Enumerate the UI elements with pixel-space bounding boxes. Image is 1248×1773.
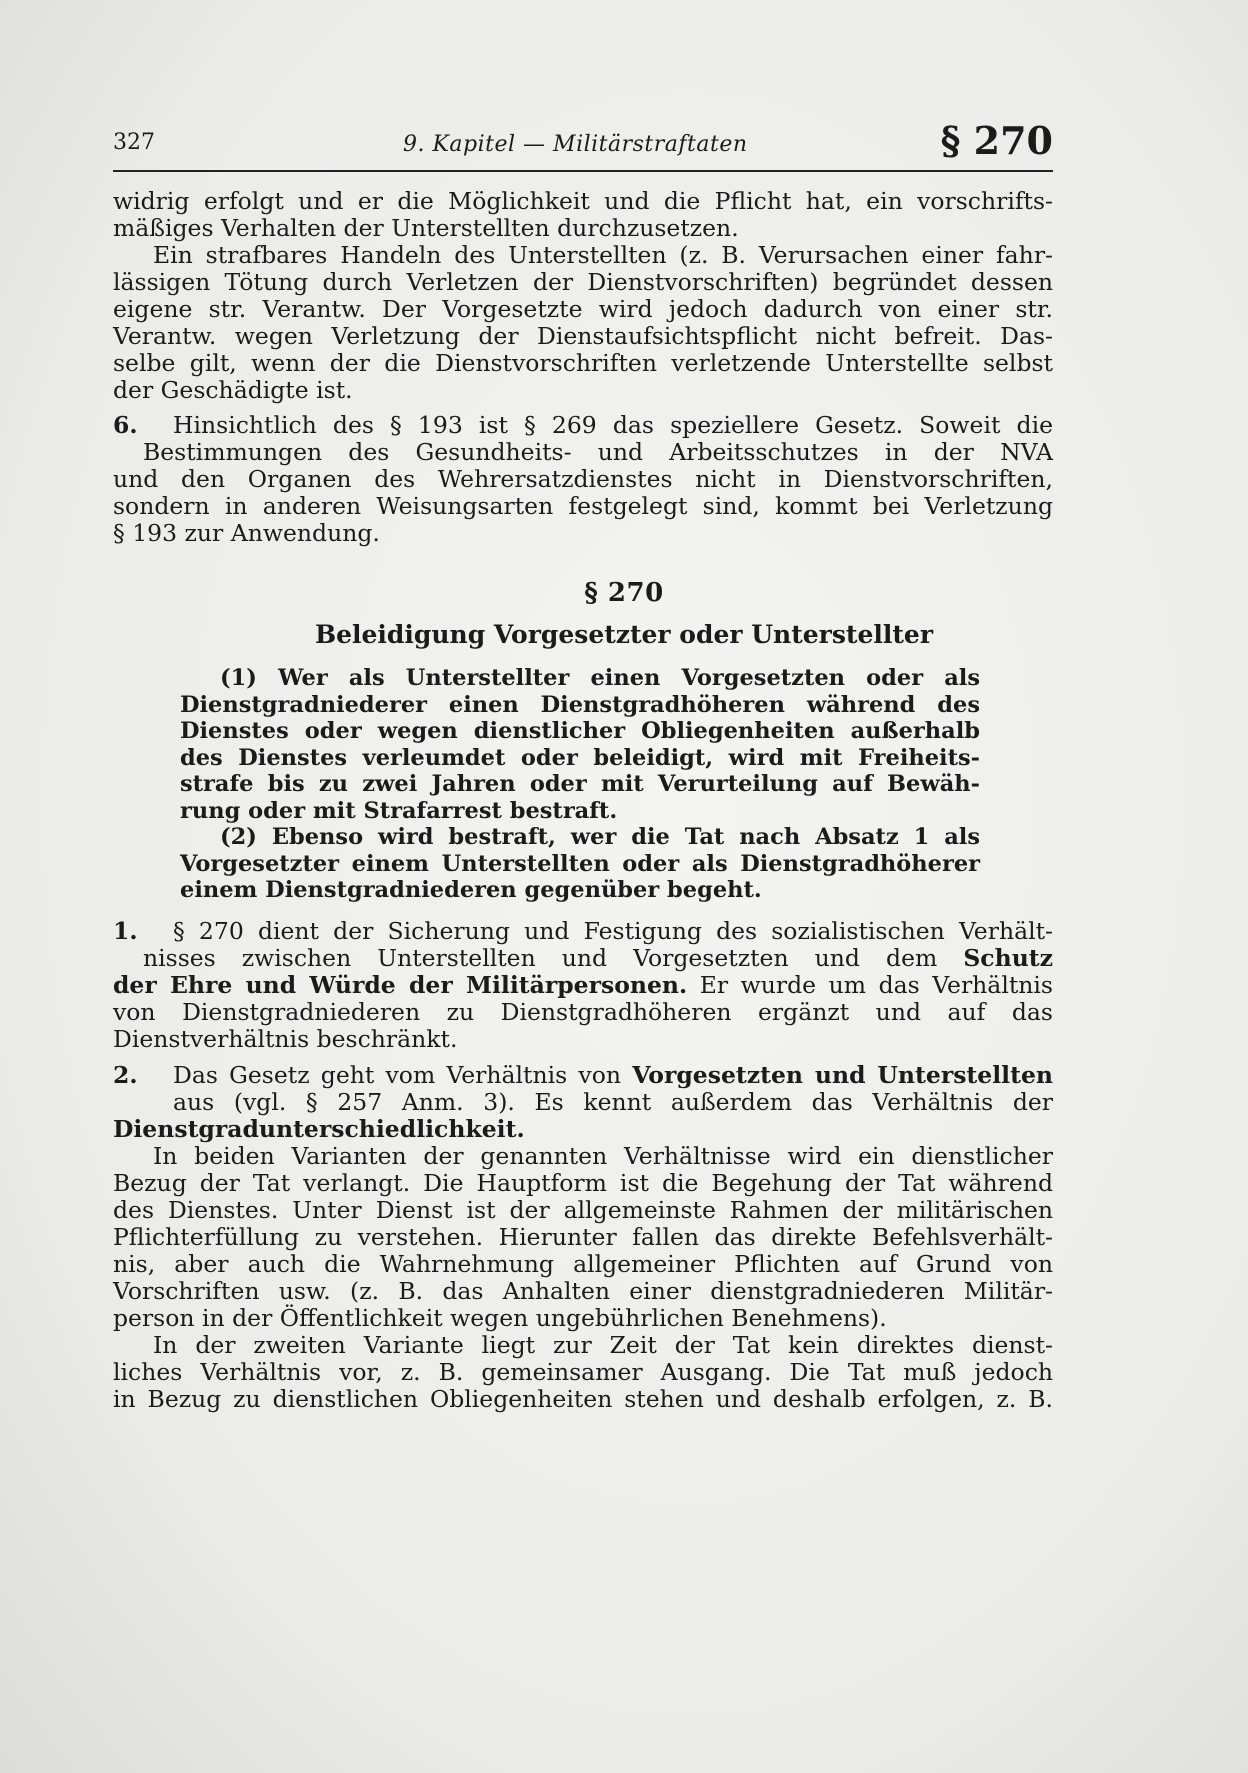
law-line: Vorgesetzter einem Unterstellten oder als Dienstgradhöherer <box>180 850 980 877</box>
text-line <box>113 1062 1053 1089</box>
text-line: sondern in anderen Weisungsarten festgelegt sind, kommt bei Verletzung <box>113 492 1053 520</box>
law-line: des Dienstes verleumdet oder beleidigt, wird mit Freiheits- <box>180 744 980 771</box>
law-line: (1) Wer als Unterstellter einen Vorgesetzten oder als <box>220 665 980 691</box>
text-line: Ein strafbares Handeln des Unterstellten (z. B. Verursachen einer fahr- <box>153 241 1053 269</box>
text-line: Bestimmungen des Gesundheits- und Arbeitsschutzes in der NVA <box>143 438 1053 466</box>
text-line: Hinsichtlich des § 193 ist § 269 das speziellere Gesetz. Soweit die <box>173 411 1053 439</box>
text-line: § 270 dient der Sicherung und Festigung des sozialistischen Verhält- <box>173 917 1053 945</box>
law-line: rung oder mit Strafarrest bestraft. <box>180 797 618 824</box>
note-number: 2. <box>113 1061 138 1089</box>
text-line: § 193 zur Anwendung. <box>113 519 380 547</box>
law-line: strafe bis zu zwei Jahren oder mit Verurteilung auf Bewäh- <box>180 771 980 797</box>
continuation-paragraph <box>113 188 1053 404</box>
section-heading: § 270 <box>584 578 664 608</box>
text-line <box>113 972 1053 999</box>
running-header <box>113 118 1053 170</box>
law-line: (2) Ebenso wird bestraft, wer die Tat nach Absatz 1 als <box>220 824 980 850</box>
law-line: einem Dienstgradniederen gegenüber begeht. <box>180 877 762 903</box>
note-1 <box>113 918 1053 1053</box>
chapter-title: 9. Kapitel — Militärstraftaten <box>403 132 748 157</box>
text-line <box>113 945 1053 972</box>
law-line: Dienstgradniederer einen Dienstgradhöheren während des <box>180 691 980 718</box>
note-6 <box>113 412 1053 547</box>
text-line: widrig erfolgt und er die Möglichkeit und die Pflicht hat, ein vorschrifts- <box>113 187 1053 215</box>
law-text <box>180 665 980 904</box>
text-line: aus (vgl. § 257 Anm. 3). Es kennt außerdem das Verhältnis der <box>173 1088 1053 1116</box>
text-line: person in der Öffentlichkeit wegen ungebührlichen Benehmens). <box>113 1304 887 1332</box>
section-marker: § 270 <box>940 118 1053 163</box>
bold-span: Schutz <box>963 944 1053 972</box>
page-number: 327 <box>113 130 155 155</box>
text-line: in Bezug zu dienstlichen Obliegenheiten stehen und deshalb erfolgen, z. B. <box>113 1385 1053 1413</box>
bold-span: Vorgesetzten und Unterstellten <box>632 1061 1053 1089</box>
text-line: liches Verhältnis vor, z. B. gemeinsamer Ausgang. Die Tat muß jedoch <box>113 1358 1053 1386</box>
text-line: des Dienstes. Unter Dienst ist der allgemeinste Rahmen der militärischen <box>113 1196 1053 1224</box>
text-span: Das Gesetz geht vom Verhältnis von <box>173 1061 621 1089</box>
text-line: eigene str. Verantw. Der Vorgesetzte wird jedoch dadurch von einer str. <box>113 295 1053 323</box>
text-line: lässigen Tötung durch Verletzen der Dienstvorschriften) begründet dessen <box>113 268 1053 296</box>
note-number: 1. <box>113 917 138 945</box>
text-line: In der zweiten Variante liegt zur Zeit der Tat kein direktes dienst- <box>153 1331 1053 1359</box>
bold-span: der Ehre und Würde der Militärpersonen. <box>113 971 688 999</box>
law-line: Dienstes oder wegen dienstlicher Obliegenheiten außerhalb <box>180 718 980 744</box>
text-line: Dienstverhältnis beschränkt. <box>113 1025 458 1053</box>
header-rule <box>113 170 1053 172</box>
text-line: von Dienstgradniederen zu Dienstgradhöheren ergänzt und auf das <box>113 998 1053 1026</box>
text-line: Vorschriften usw. (z. B. das Anhalten einer dienstgradniederen Militär- <box>113 1277 1053 1305</box>
text-span: Er wurde um das Verhältnis <box>687 971 1053 999</box>
text-line: und den Organen des Wehrersatzdienstes nicht in Dienstvorschriften, <box>113 465 1053 493</box>
note-2 <box>113 1062 1053 1413</box>
bold-span: Dienstgradunterschiedlichkeit. <box>113 1115 525 1143</box>
text-line: Verantw. wegen Verletzung der Dienstaufsichtspflicht nicht befreit. Das- <box>113 322 1053 350</box>
note-number: 6. <box>113 411 138 439</box>
text-span: nisses zwischen Unterstellten und Vorgesetzten und dem <box>143 944 938 972</box>
text-line: der Geschädigte ist. <box>113 376 353 404</box>
text-line <box>113 1116 1053 1143</box>
text-line: In beiden Varianten der genannten Verhältnisse wird ein dienstlicher <box>153 1142 1053 1170</box>
text-line: Bezug der Tat verlangt. Die Hauptform ist die Begehung der Tat während <box>113 1169 1053 1197</box>
text-line: mäßiges Verhalten der Unterstellten durchzusetzen. <box>113 214 739 242</box>
text-line: Pflichterfüllung zu verstehen. Hierunter fallen das direkte Befehlsverhält- <box>113 1223 1053 1251</box>
text-line: nis, aber auch die Wahrnehmung allgemeiner Pflichten auf Grund von <box>113 1250 1053 1278</box>
section-title: Beleidigung Vorgesetzter oder Unterstellter <box>314 620 933 649</box>
text-line: selbe gilt, wenn der die Dienstvorschriften verletzende Unterstellte selbst <box>113 349 1053 377</box>
